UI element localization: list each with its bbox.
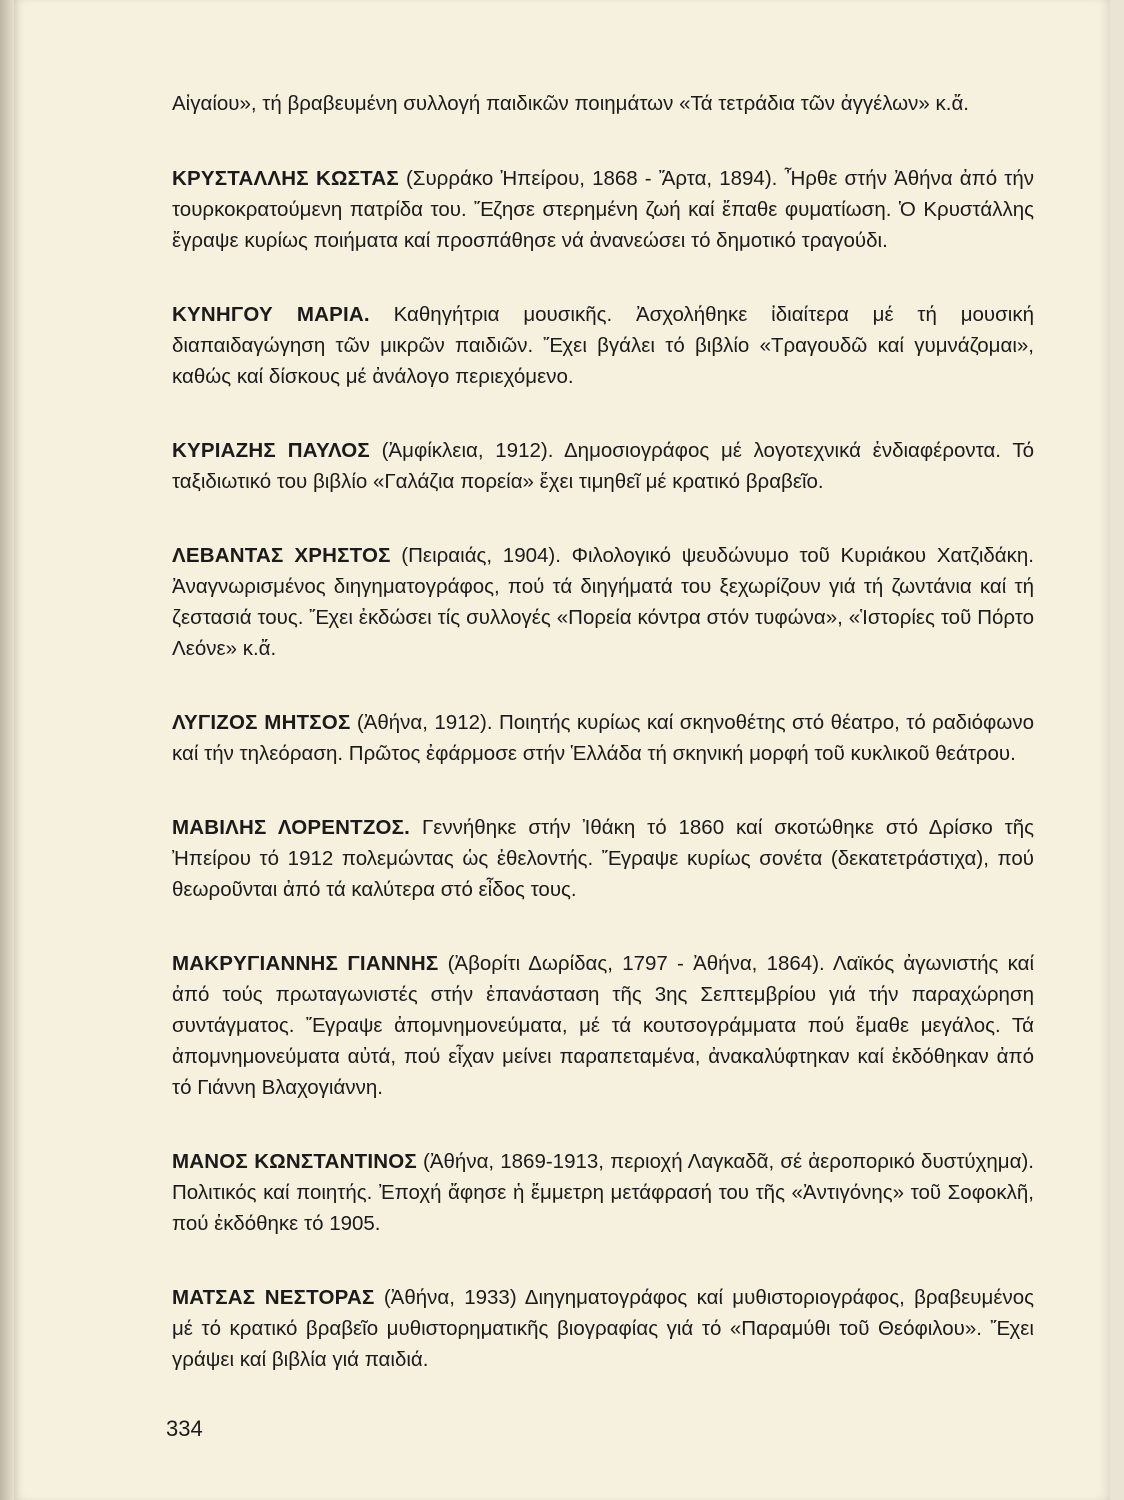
entry-name: ΛΕΒΑΝΤΑΣ ΧΡΗΣΤΟΣ: [172, 544, 391, 567]
entry-text: (Ἀθήνα, 1933) Διηγηματογράφος καί μυθιστοριογράφος, βραβευμένος μέ τό κρατικό βραβεῖο μυθιστορηματικῆς βιογραφίας γιά τό «Παραμύθι τοῦ Θεόφιλου». Ἔχει γράψει καί βιβλία γιά παιδιά.: [172, 1286, 1034, 1371]
entry-name: ΜΑΚΡΥΓΙΑΝΝΗΣ ΓΙΑΝΝΗΣ: [172, 952, 439, 975]
entry-makrygiannis: [172, 948, 1034, 1103]
entry-text: (Ἀμφίκλεια, 1912). Δημοσιογράφος μέ λογοτεχνικά ἐνδιαφέροντα. Τό ταξιδιωτικό του βιβλίο «Γαλάζια πορεία» ἔχει τιμηθεῖ μέ κρατικό βραβεῖο.: [172, 439, 1035, 493]
entry-levantas: [172, 540, 1034, 664]
entry-text: Καθηγήτρια μουσικῆς. Ἀσχολήθηκε ἰδιαίτερα μέ τή μουσική διαπαιδαγώγηση τῶν μικρῶν παιδιῶν. Ἔχει βγάλει τό βιβλίο «Τραγουδῶ καί γυμνάζομαι», καθώς καί δίσκους μέ ἀνάλογο περιεχόμενο.: [172, 303, 1034, 388]
entry-krystallis: [172, 163, 1034, 256]
entry-kyriazis: [172, 435, 1034, 497]
entry-name: ΚΡΥΣΤΑΛΛΗΣ ΚΩΣΤΑΣ: [172, 167, 399, 190]
entry-lygizos: [172, 707, 1034, 769]
entry-name: ΚΥΡΙΑΖΗΣ ΠΑΥΛΟΣ: [172, 439, 370, 462]
entry-name: ΜΑΤΣΑΣ ΝΕΣΤΟΡΑΣ: [172, 1286, 375, 1309]
entry-name: ΚΥΝΗΓΟΥ ΜΑΡΙΑ.: [172, 303, 370, 326]
book-gutter-shadow: [0, 0, 14, 1500]
entry-matsas: [172, 1282, 1034, 1375]
entry-text: (Ἀθήνα, 1869-1913, περιοχή Λαγκαδᾶ, σέ ἀεροπορικό δυστύχημα). Πολιτικός καί ποιητής. Ἐποχή ἄφησε ἡ ἔμμετρη μετάφρασή του τῆς «Ἀντιγόνης» τοῦ Σοφοκλῆ, πού ἐκδόθηκε τό 1905.: [172, 1150, 1034, 1235]
entry-text: (Ἀθήνα, 1912). Ποιητής κυρίως καί σκηνοθέτης στό θέατρο, τό ραδιόφωνο καί τήν τηλεόραση. Πρῶτος ἐφάρμοσε στήν Ἑλλάδα τή σκηνική μορφή τοῦ κυκλικοῦ θεάτρου.: [172, 711, 1034, 765]
entry-text: (Συρράκο Ἠπείρου, 1868 - Ἄρτα, 1894). Ἦρθε στήν Ἀθήνα ἀπό τήν τουρκοκρατούμενη πατρίδα του. Ἔζησε στερημένη ζωή καί ἔπαθε φυματίωση. Ὁ Κρυστάλλης ἔγραψε κυρίως ποιήματα καί προσπάθησε νά ἀνανεώσει τό δημοτικό τραγούδι.: [172, 167, 1034, 252]
page-content: [172, 88, 1034, 1418]
page-number: 334: [166, 1416, 203, 1441]
entry-name: ΛΥΓΙΖΟΣ ΜΗΤΣΟΣ: [172, 711, 351, 734]
entry-text: Γεννήθηκε στήν Ἰθάκη τό 1860 καί σκοτώθηκε στό Δρίσκο τῆς Ἠπείρου τό 1912 πολεμώντας ὡς ἐθελοντής. Ἔγραψε κυρίως σονέτα (δεκατετράστιχα), πού θεωροῦνται ἀπό τά καλύτερα στό εἶδος τους.: [172, 816, 1035, 901]
continuation-paragraph: Αἰγαίου», τή βραβευμένη συλλογή παιδικῶν ποιημάτων «Τά τετράδια τῶν ἀγγέλων» κ.ἄ.: [172, 92, 969, 115]
entry-name: ΜΑΝΟΣ ΚΩΝΣΤΑΝΤΙΝΟΣ: [172, 1150, 417, 1173]
entry-text: (Πειραιάς, 1904). Φιλολογικό ψευδώνυμο τοῦ Κυριάκου Χατζιδάκη. Ἀναγνωρισμένος διηγηματογράφος, πού τά διηγήματά του ξεχωρίζουν γιά τή ζωντάνια καί τή ζεστασιά τους. Ἔχει ἐκδώσει τίς συλλογές «Πορεία κόντρα στόν τυφώνα», «Ἱστορίες τοῦ Πόρτο Λεόνε» κ.ἄ.: [172, 544, 1034, 660]
entry-text: (Ἀβορίτι Δωρίδας, 1797 - Ἀθήνα, 1864). Λαϊκός ἀγωνιστής καί ἀπό τούς πρωταγωνιστές στήν ἐπανάσταση τῆς 3ης Σεπτεμβρίου γιά τήν παραχώρηση συντάγματος. Ἔγραψε ἀπομνημονεύματα, μέ τά κουτσογράμματα πού ἔμαθε μεγάλος. Τά ἀπομνημονεύματα αὐτά, πού εἶχαν μείνει παραπεταμένα, ἀνακαλύφτηκαν καί ἐκδόθηκαν ἀπό τό Γιάννη Βλαχογιάννη.: [172, 952, 1034, 1099]
entry-name: ΜΑΒΙΛΗΣ ΛΟΡΕΝΤΖΟΣ.: [172, 816, 411, 839]
entry-mavilis: [172, 812, 1034, 905]
entry-manos: [172, 1146, 1034, 1239]
entry-kynigou: [172, 299, 1034, 392]
